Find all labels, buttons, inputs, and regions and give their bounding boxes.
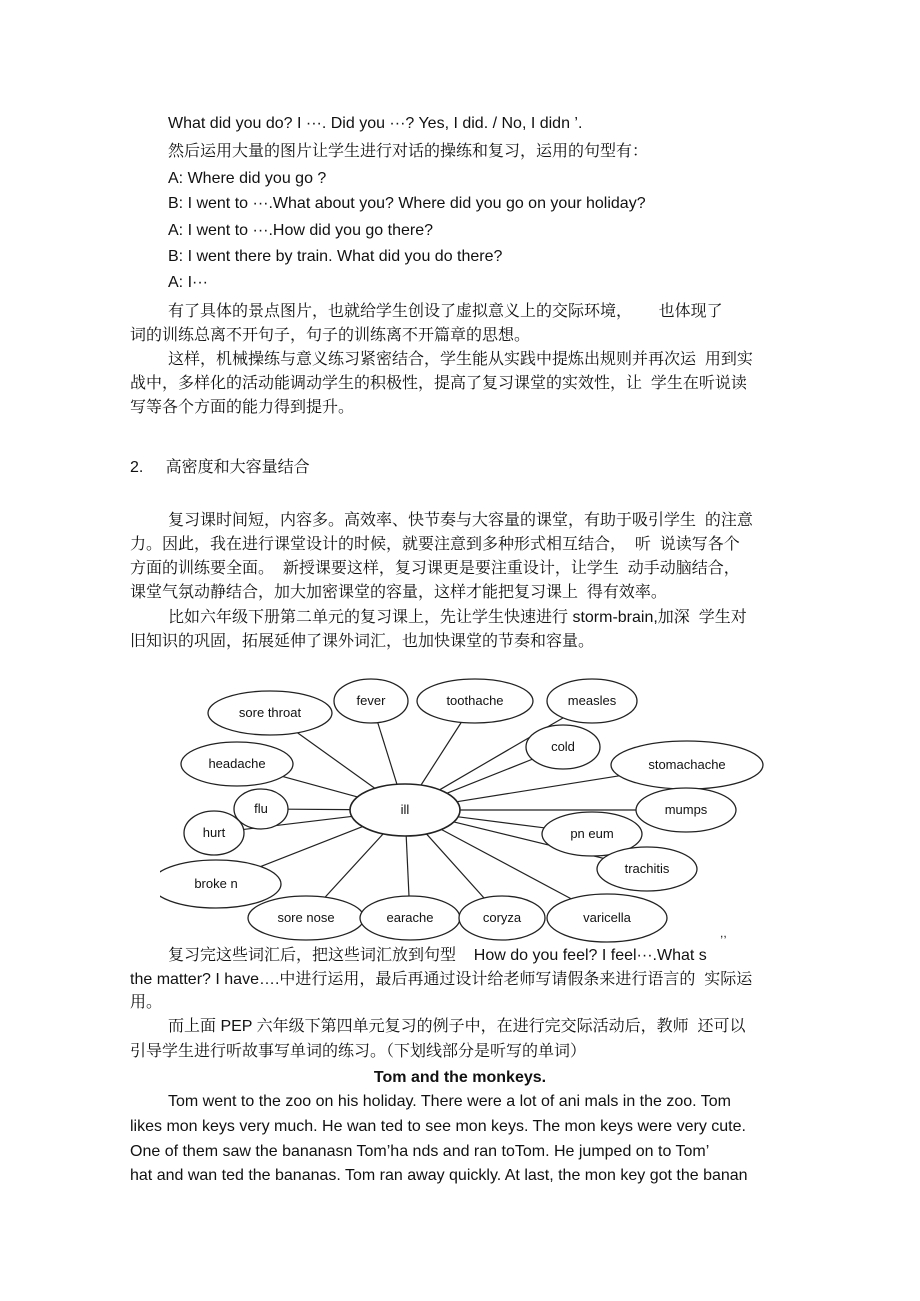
line-21: the matter? I have….中进行运用，最后再通过设计给老师写请假条来进行语言的 实际运 bbox=[130, 971, 753, 988]
story-line-1: Tom went to the zoo on his holiday. There were a lot of ani mals in the zoo. Tom bbox=[168, 1093, 731, 1110]
spoke-line bbox=[447, 759, 532, 793]
line-12: 写等各个方面的能力得到提升。 bbox=[130, 399, 355, 416]
line-6: B: I went there by train. What did you do there? bbox=[168, 248, 503, 265]
spoke-line bbox=[261, 827, 363, 867]
word-label: pn eum bbox=[570, 826, 614, 841]
story-line-4: hat and wan ted the bananas. Tom ran away quickly. At last, the mon key got the banan bbox=[130, 1167, 748, 1184]
line-23: 而上面 PEP 六年级下第四单元复习的例子中，在进行完交际活动后，教师 还可以 bbox=[168, 1018, 746, 1035]
word-label: coryza bbox=[482, 910, 522, 925]
spoke-line bbox=[297, 733, 374, 789]
line-18: 比如六年级下册第二单元的复习课上，先让学生快速进行 storm-brain,加深 学生对 bbox=[168, 609, 747, 626]
line-16: 方面的训练要全面。 新授课要这样，复习课更是要注重设计，让学生 动手动脑结合， bbox=[130, 560, 740, 577]
word-web-diagram bbox=[160, 672, 800, 950]
story-title: Tom and the monkeys. bbox=[373, 1069, 547, 1086]
line-24: 引导学生进行听故事写单词的练习。（下划线部分是听写的单词） bbox=[130, 1043, 587, 1060]
spoke-line bbox=[421, 722, 461, 785]
word-label: hurt bbox=[202, 825, 226, 840]
spoke-line bbox=[426, 834, 484, 898]
word-label: sore throat bbox=[238, 705, 302, 720]
story-line-2: likes mon keys very much. He wan ted to see mon keys. The mon keys were very cute. bbox=[130, 1118, 746, 1135]
word-label: mumps bbox=[664, 802, 708, 817]
word-label: cold bbox=[551, 739, 575, 754]
line-14: 复习课时间短，内容多。高效率、快节奏与大容量的课堂，有助于吸引学生 的注意 bbox=[168, 512, 753, 529]
line-10: 这样，机械操练与意义练习紧密结合，学生能从实践中提炼出规则并再次运 用到实 bbox=[168, 351, 753, 368]
line-11: 战中，多样化的活动能调动学生的积极性，提高了复习课堂的实效性，让 学生在听说读 bbox=[130, 375, 747, 392]
spoke-line bbox=[325, 834, 383, 897]
word-label: toothache bbox=[446, 693, 504, 708]
word-label: sore nose bbox=[277, 910, 335, 925]
line-9: 词的训练总离不开句子，句子的训练离不开篇章的思想。 bbox=[130, 327, 531, 344]
story-line-3: One of them saw the bananasn Tom’ha nds and ran toTom. He jumped on to Tom’ bbox=[130, 1143, 710, 1160]
word-label: headache bbox=[208, 756, 266, 771]
line-20: 复习完这些词汇后，把这些词汇放到句型 How do you feel? I feel···.What s bbox=[168, 947, 707, 964]
line-3: A: Where did you go ? bbox=[168, 170, 327, 187]
spoke-line bbox=[378, 723, 397, 785]
line-1: What did you do? I ···. Did you ···? Yes, I did. / No, I didn ’. bbox=[168, 115, 583, 132]
line-7: A: I··· bbox=[168, 274, 208, 291]
word-label: broke n bbox=[194, 876, 238, 891]
word-label: fever bbox=[356, 693, 386, 708]
line-4: B: I went to ···.What about you? Where did you go on your holiday? bbox=[168, 195, 646, 212]
trailing-mark: ,, bbox=[720, 926, 727, 940]
line-15: 力。因此，我在进行课堂设计的时候，就要注意到多种形式相互结合， 听 说读写各个 bbox=[130, 536, 740, 553]
section-heading: 2. 高密度和大容量结合 bbox=[130, 459, 310, 476]
word-label: trachitis bbox=[624, 861, 670, 876]
line-8: 有了具体的景点图片，也就给学生创设了虚拟意义上的交际环境， 也体现了 bbox=[168, 303, 723, 320]
line-22: 用。 bbox=[130, 994, 163, 1011]
word-label: earache bbox=[386, 910, 434, 925]
spoke-line bbox=[406, 836, 409, 896]
center-label: ill bbox=[400, 802, 410, 817]
word-label: measles bbox=[567, 693, 617, 708]
line-2: 然后运用大量的图片让学生进行对话的操练和复习，运用的句型有： bbox=[168, 143, 649, 160]
line-5: A: I went to ···.How did you go there? bbox=[168, 222, 434, 239]
line-17: 课堂气氛动静结合，加大加密课堂的容量，这样才能把复习课上 得有效率。 bbox=[130, 584, 667, 601]
line-19: 旧知识的巩固，拓展延伸了课外词汇，也加快课堂的节奏和容量。 bbox=[130, 633, 595, 650]
word-label: varicella bbox=[583, 910, 631, 925]
spoke-line bbox=[283, 777, 357, 797]
word-label: flu bbox=[254, 801, 268, 816]
word-label: stomachache bbox=[648, 757, 726, 772]
